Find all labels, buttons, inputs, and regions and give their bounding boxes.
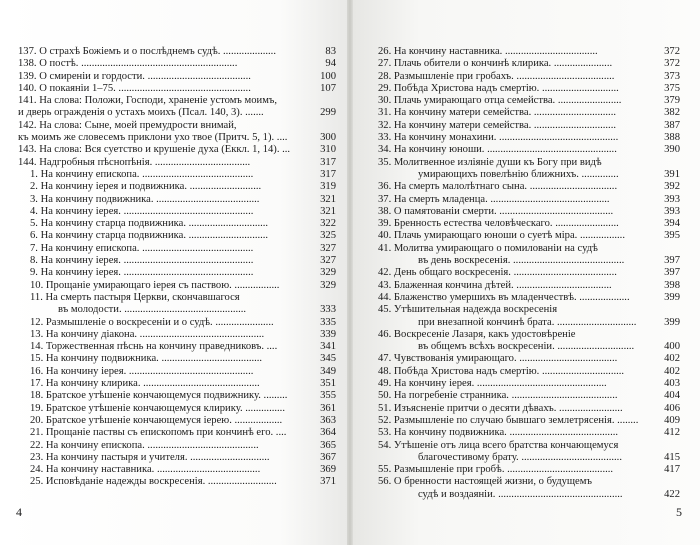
toc-entry-title: 46. Воскресеніе Лазаря, какъ удостовѣреніе	[378, 328, 576, 340]
toc-entry	[18, 194, 336, 206]
toc-entry	[378, 341, 680, 353]
toc-entry	[18, 329, 336, 341]
toc-entry-page: 335	[320, 316, 336, 328]
toc-entry-title: 20. Братское утѣшеніе кончающемуся іерею. ..................	[30, 414, 283, 426]
toc-entry-page: 422	[664, 488, 680, 500]
toc-entry-title: 14. Торжественная пѣснь на кончину праведниковъ. ....	[30, 341, 278, 353]
toc-entry-page: 94	[325, 58, 336, 70]
toc-entry-page: 327	[320, 255, 336, 267]
toc-entry	[18, 157, 336, 169]
toc-entry-page: 373	[664, 70, 680, 82]
toc-entry-page: 325	[320, 230, 336, 242]
toc-entry	[378, 464, 680, 476]
toc-entry	[378, 157, 680, 169]
toc-entry-page: 372	[664, 46, 680, 57]
toc-entry	[378, 206, 680, 218]
toc-entry	[378, 390, 680, 402]
toc-entry	[378, 95, 680, 107]
toc-entry-title: 2. На кончину іерея и подвижника. ...........................	[30, 181, 262, 193]
toc-entry-page: 399	[664, 316, 680, 328]
left-page-number: 4	[16, 505, 22, 519]
toc-entry	[18, 230, 336, 242]
toc-entry	[18, 169, 336, 181]
toc-entry-title: 13. На кончину діакона. ...............................................	[30, 328, 265, 340]
toc-entry-title: и дверь огражденія о устахъ моихъ (Псал. 140, 3). .......	[18, 107, 264, 119]
toc-entry-page: 387	[664, 119, 680, 131]
toc-entry	[18, 427, 336, 439]
toc-entry-title: 55. Размышленіе при гробѣ. ........................................	[378, 464, 614, 476]
toc-entry-title: 43. Блаженная кончина дѣтей. ....................................	[378, 279, 612, 291]
toc-entry	[378, 46, 680, 58]
toc-entry	[18, 181, 336, 193]
toc-entry	[18, 440, 336, 452]
toc-entry-title: 32. На кончину матери семейства. ...............................	[378, 119, 616, 131]
toc-entry-title: 8. На кончину іерея. .................................................	[30, 255, 254, 267]
toc-entry-page: 372	[664, 58, 680, 70]
toc-entry-page: 364	[320, 427, 336, 439]
toc-entry-title: 5. На кончину старца подвижника. ..............................	[30, 218, 269, 230]
toc-entry-title: 144. Надгробныя пѣснопѣнія. ....................................	[18, 156, 251, 168]
toc-entry-title: 48. Побѣда Христова надъ смертію. ...............................	[378, 365, 625, 377]
toc-entry-title: 29. Побѣда Христова надъ смертію. .............................	[378, 82, 619, 94]
toc-entry-title: 10. Прощаніе умирающаго іерея съ паствою. .................	[30, 279, 280, 291]
toc-entry	[378, 403, 680, 415]
toc-entry-title: 33. На кончину монахини. .............................................	[378, 132, 619, 144]
toc-entry	[18, 378, 336, 390]
toc-entry	[18, 83, 336, 95]
toc-entry	[378, 181, 680, 193]
toc-entry-title: благочестивому брату. ......................................	[418, 451, 622, 463]
toc-entry-page: 317	[320, 168, 336, 180]
toc-entry	[18, 243, 336, 255]
toc-entry-page: 400	[664, 341, 680, 353]
toc-entry-title: въ общемъ всѣхъ воскресеніи. .............................	[418, 341, 635, 353]
toc-entry-page: 355	[320, 390, 336, 402]
toc-entry-title: 26. На кончину наставника. ...................................	[378, 46, 598, 57]
toc-entry	[378, 243, 680, 255]
toc-entry-title: 47. Чувствованія умирающаго. .....................................	[378, 353, 618, 365]
toc-entry-page: 349	[320, 365, 336, 377]
toc-entry-title: 142. На слова: Сыне, моей премудрости внимай,	[18, 119, 237, 131]
toc-entry-title: 21. Прощаніе паствы съ епископомъ при кончинѣ его. ....	[30, 427, 287, 439]
toc-entry-page: 402	[664, 353, 680, 365]
toc-entry-page: 345	[320, 353, 336, 365]
toc-entry-page: 395	[664, 230, 680, 242]
toc-entry	[18, 46, 336, 58]
toc-entry-page: 369	[320, 464, 336, 476]
toc-entry-title: 11. На смерть пастыря Церкви, скончавшагося	[30, 291, 240, 303]
toc-entry-title: 140. О покаяніи 1–75. ..................................................	[18, 82, 251, 94]
toc-entry-title: 30. Плачь умирающаго отца семейства. ........................	[378, 95, 622, 107]
toc-entry-page: 393	[664, 205, 680, 217]
toc-entry-page: 329	[320, 267, 336, 279]
toc-entry-title: 25. Исповѣданіе надежды воскресенія. ..........................	[30, 476, 277, 488]
toc-entry	[18, 206, 336, 218]
toc-entry-page: 365	[320, 439, 336, 451]
toc-entry-page: 392	[664, 181, 680, 193]
toc-entry	[378, 280, 680, 292]
toc-entry-page: 394	[664, 218, 680, 230]
toc-entry-page: 339	[320, 328, 336, 340]
toc-entry-page: 107	[320, 82, 336, 94]
toc-entry-title: 12. Размышленіе о воскресеніи и о судѣ. ......................	[30, 316, 274, 328]
toc-entry	[378, 378, 680, 390]
toc-entry-page: 391	[664, 168, 680, 180]
toc-entry	[378, 83, 680, 95]
toc-entry	[378, 427, 680, 439]
toc-entry	[18, 452, 336, 464]
toc-entry-title: 53. На кончину подвижника. .........................................	[378, 427, 619, 439]
toc-entry-page: 310	[320, 144, 336, 156]
toc-entry	[18, 144, 336, 156]
right-table-of-contents	[378, 46, 680, 501]
toc-entry	[378, 132, 680, 144]
toc-entry-page: 393	[664, 193, 680, 205]
toc-entry-page: 412	[664, 427, 680, 439]
toc-entry	[378, 230, 680, 242]
toc-entry-page: 379	[664, 95, 680, 107]
toc-entry-title: 22. На кончину епископа. ..........................................	[30, 439, 259, 451]
toc-entry	[18, 292, 336, 304]
toc-entry-page: 398	[664, 279, 680, 291]
toc-entry	[378, 58, 680, 70]
toc-entry	[378, 194, 680, 206]
toc-entry-title: 24. На кончину наставника. .......................................	[30, 464, 261, 476]
toc-entry	[378, 440, 680, 452]
toc-entry-title: судѣ и воздаяніи. ...............................................	[418, 488, 623, 500]
toc-entry	[18, 366, 336, 378]
toc-entry-title: 40. Плачь умирающаго юноши о суетѣ міра. .................	[378, 230, 625, 242]
toc-entry-page: 363	[320, 414, 336, 426]
toc-entry	[18, 476, 336, 488]
toc-entry-page: 371	[320, 476, 336, 488]
toc-entry-title: 18. Братское утѣшеніе кончающемуся подвижнику. .........	[30, 390, 288, 402]
toc-entry-title: 56. О бренности настоящей жизни, о будущемъ	[378, 476, 592, 488]
toc-entry-page: 83	[325, 46, 336, 57]
toc-entry-page: 321	[320, 205, 336, 217]
toc-entry	[18, 341, 336, 353]
toc-entry-title: въ молодости. ..............................................	[58, 304, 247, 316]
toc-entry-title: 23. На кончину пастыря и учителя. ..............................	[30, 451, 270, 463]
toc-entry-title: 49. На кончину іерея. .................................................	[378, 378, 607, 390]
toc-entry-page: 415	[664, 451, 680, 463]
toc-entry	[18, 120, 336, 132]
toc-entry-page: 409	[664, 414, 680, 426]
toc-entry-page: 367	[320, 451, 336, 463]
left-table-of-contents	[18, 46, 336, 489]
toc-entry	[378, 452, 680, 464]
toc-entry	[378, 415, 680, 427]
toc-entry-page: 341	[320, 341, 336, 353]
toc-entry-title: 1. На кончину епископа. ..........................................	[30, 168, 254, 180]
toc-entry-page: 100	[320, 70, 336, 82]
toc-entry-title: 137. О страхѣ Божіемъ и о послѣднемъ судѣ. ....................	[18, 46, 276, 57]
toc-entry-title: 31. На кончину матери семейства. ...............................	[378, 107, 616, 119]
toc-entry-title: 19. Братское утѣшеніе кончающемуся клирику. ...............	[30, 402, 285, 414]
toc-entry	[378, 366, 680, 378]
toc-entry-title: 15. На кончину подвижника. ......................................	[30, 353, 263, 365]
toc-entry	[18, 95, 336, 107]
toc-entry	[378, 292, 680, 304]
toc-entry	[378, 169, 680, 181]
toc-entry-title: къ моимъ же словесемъ приклони ухо твое (Притч. 5, 1). ....	[18, 132, 288, 144]
toc-entry-title: 141. На слова: Положи, Господи, храненіе устомъ моимъ,	[18, 95, 278, 107]
toc-entry-title: 36. На смерть малолѣтнаго сына. .................................	[378, 181, 618, 193]
toc-entry-page: 390	[664, 144, 680, 156]
right-page-number: 5	[676, 505, 682, 519]
toc-entry	[378, 255, 680, 267]
toc-entry-title: 7. На кончину епископа. ..........................................	[30, 242, 254, 254]
toc-entry-page: 329	[320, 279, 336, 291]
toc-entry-page: 317	[320, 156, 336, 168]
toc-entry	[378, 71, 680, 83]
toc-entry-title: 37. На смерть младенца. .............................................	[378, 193, 610, 205]
toc-entry-title: 38. О памятованіи смерти. ...........................................	[378, 205, 614, 217]
toc-entry	[18, 304, 336, 316]
toc-entry	[378, 107, 680, 119]
toc-entry-title: 44. Блаженство умершихъ въ младенчествѣ. ...................	[378, 291, 630, 303]
toc-entry	[18, 218, 336, 230]
toc-entry	[378, 120, 680, 132]
toc-entry-page: 417	[664, 464, 680, 476]
toc-entry-page: 397	[664, 255, 680, 267]
toc-entry-title: въ день воскресенія. ..........................................	[418, 255, 625, 267]
toc-entry-title: 42. День общаго воскресенія. .......................................	[378, 267, 617, 279]
toc-entry	[378, 317, 680, 329]
toc-entry-title: 143. На слова: Вся суетство и крушеніе духа (Еккл. 1, 14). ...	[18, 144, 291, 156]
toc-entry-title: 28. Размышленіе при гробахъ. .....................................	[378, 70, 615, 82]
toc-entry-title: 6. На кончину старца подвижника. ..............................	[30, 230, 269, 242]
toc-entry	[18, 390, 336, 402]
toc-entry-page: 404	[664, 390, 680, 402]
toc-entry-page: 321	[320, 193, 336, 205]
toc-entry-page: 319	[320, 181, 336, 193]
toc-entry-title: при внезапной кончинѣ брата. ..............................	[418, 316, 637, 328]
toc-entry-title: умирающихъ повелѣнію ближнихъ. ..............	[418, 168, 619, 180]
toc-entry-page: 402	[664, 365, 680, 377]
toc-entry	[18, 415, 336, 427]
toc-entry	[378, 329, 680, 341]
toc-entry-page: 300	[320, 132, 336, 144]
toc-entry	[378, 218, 680, 230]
toc-entry	[378, 267, 680, 279]
toc-entry-page: 375	[664, 82, 680, 94]
toc-entry-page: 403	[664, 378, 680, 390]
toc-entry	[378, 304, 680, 316]
toc-entry-page: 406	[664, 402, 680, 414]
toc-entry-page: 333	[320, 304, 336, 316]
toc-entry	[18, 464, 336, 476]
toc-entry-title: 52. Размышленіе по случаю бывшаго землетрясенія. ........	[378, 414, 639, 426]
toc-entry-title: 45. Утѣшительная надежда воскресенія	[378, 304, 558, 316]
toc-entry-title: 139. О смиреніи и гордости. .......................................	[18, 70, 251, 82]
toc-entry	[18, 107, 336, 119]
toc-entry	[18, 132, 336, 144]
toc-entry	[18, 353, 336, 365]
toc-entry-title: 17. На кончину клирика. ............................................	[30, 378, 260, 390]
toc-entry-page: 382	[664, 107, 680, 119]
toc-entry-title: 9. На кончину іерея. .................................................	[30, 267, 254, 279]
toc-entry-title: 16. На кончину іерея. ...............................................	[30, 365, 254, 377]
toc-entry	[18, 280, 336, 292]
toc-entry-page: 322	[320, 218, 336, 230]
toc-entry-title: 27. Плачь обители о кончинѣ клирика. ......................	[378, 58, 613, 70]
toc-entry	[18, 403, 336, 415]
toc-entry	[18, 267, 336, 279]
toc-entry-page: 327	[320, 242, 336, 254]
toc-entry-title: 54. Утѣшеніе отъ лица всего братства кончающемуся	[378, 439, 619, 451]
toc-entry	[378, 489, 680, 501]
toc-entry	[18, 255, 336, 267]
toc-entry-title: 39. Бренность естества человѣческаго. ........................	[378, 218, 619, 230]
toc-entry-title: 3. На кончину подвижника. .......................................	[30, 193, 260, 205]
toc-entry-title: 51. Изъясненіе притчи о десяти дѣвахъ. ........................	[378, 402, 623, 414]
toc-entry-page: 388	[664, 132, 680, 144]
toc-entry-page: 399	[664, 291, 680, 303]
toc-entry-page: 397	[664, 267, 680, 279]
toc-entry	[378, 144, 680, 156]
toc-entry	[18, 317, 336, 329]
toc-entry-title: 41. Молитва умирающаго о помилованіи на судѣ	[378, 242, 598, 254]
toc-entry	[18, 71, 336, 83]
toc-entry	[18, 58, 336, 70]
toc-entry-title: 34. На кончину юноши. .................................................	[378, 144, 617, 156]
toc-entry-title: 4. На кончину іерея. .................................................	[30, 205, 254, 217]
toc-entry-title: 50. На погребеніе странника. ........................................	[378, 390, 618, 402]
toc-entry-page: 299	[320, 107, 336, 119]
toc-entry-title: 138. О постѣ. ...........................................................	[18, 58, 238, 70]
toc-entry-page: 351	[320, 378, 336, 390]
toc-entry-page: 361	[320, 402, 336, 414]
toc-entry	[378, 476, 680, 488]
toc-entry-title: 35. Молитвенное изліяніе души къ Богу при видѣ	[378, 156, 602, 168]
book-gutter	[347, 0, 353, 545]
toc-entry	[378, 353, 680, 365]
